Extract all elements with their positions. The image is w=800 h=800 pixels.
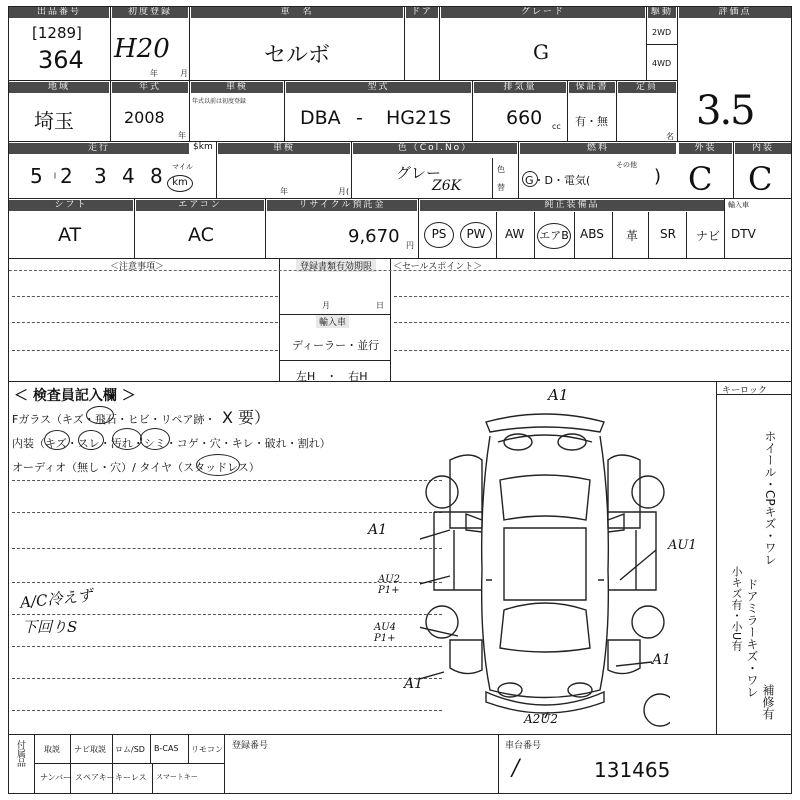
divider [9, 270, 791, 271]
model-year-nen: 年 [178, 131, 186, 140]
divider [9, 141, 791, 142]
hdr-region: 地域 [9, 82, 109, 93]
divider [404, 7, 405, 80]
inspector-line [12, 678, 442, 679]
interior-grade: C [748, 160, 773, 198]
mileage-digit: 3 [94, 164, 107, 188]
damage-mark-a1-left: A1 [368, 522, 388, 538]
divider [9, 198, 791, 199]
hdr-model-year: 年式 [112, 82, 188, 93]
divider [439, 7, 440, 80]
footer-item: スペアキー [75, 773, 115, 782]
damage-mark-au2: AU2 P1+ [378, 574, 401, 596]
footer-item: B-CAS [154, 744, 179, 753]
damage-mark-a1-rear-left: A1 [404, 676, 424, 692]
footer-item: リモコン [191, 745, 223, 754]
note-line [394, 350, 789, 351]
year-note: 年式以前は初度登録 [192, 98, 247, 105]
inspector-line [12, 512, 442, 513]
note-line [394, 322, 789, 323]
note-line [12, 322, 278, 323]
import-header: 輸入車 [316, 315, 349, 328]
equipment-pw: PW [460, 222, 492, 248]
divider [110, 7, 111, 80]
deadline-header: 登録書類有効期限 [296, 259, 376, 272]
inspector-line [12, 646, 442, 647]
divider [390, 258, 391, 381]
hdr-equipment: 純正装備品 [420, 200, 724, 211]
mark-circle [78, 430, 104, 450]
hdr-capacity: 定員 [618, 82, 676, 93]
handwritten-note-1: A/C冷えず [19, 586, 94, 612]
hdr-recycle: リサイクル預託金 [267, 200, 417, 211]
divider [418, 198, 419, 258]
divider [518, 141, 519, 198]
hdr-grade: グレード [441, 7, 645, 18]
mileage-mile-label: マイル [172, 163, 193, 171]
chassis-no-value: 131465 [594, 758, 671, 782]
inspector-line [12, 710, 442, 711]
deadline-hi: 日 [376, 301, 384, 310]
hdr-model-code: 型式 [286, 82, 471, 93]
recycle-value: 9,670 [348, 226, 400, 247]
mark-circle [112, 428, 142, 450]
drive-2wd: 2WD [652, 28, 672, 37]
hdr-mileage: 走行 [9, 143, 189, 154]
chassis-no-label: 車台番号 [505, 741, 542, 751]
divider [534, 212, 535, 258]
divider [9, 734, 791, 735]
divider [70, 734, 71, 793]
equipment-dtv: DTV [731, 227, 756, 241]
mark-circle [196, 454, 240, 476]
damage-mark-au1: AU1 [668, 538, 697, 553]
divider [150, 734, 151, 763]
hdr-vehicle-inspection: 車検 [218, 143, 350, 154]
import-values: ディーラー・並行 [292, 339, 380, 352]
side-note-col3: 小キズ有・小U有 [730, 566, 743, 652]
hdr-rating: 評価点 [679, 7, 791, 18]
model-code-value: HG21S [386, 107, 452, 129]
drive-4wd: 4WD [652, 59, 672, 68]
hdr-shift: シフト [9, 200, 133, 211]
divider [189, 7, 190, 80]
glass-mark: X 要） [222, 408, 271, 427]
mileage-digit: 4 [122, 164, 135, 188]
mark-circle [140, 428, 170, 450]
handwritten-note-2: 下回りS [22, 618, 78, 636]
mark-circle [86, 406, 114, 424]
note-line [12, 350, 278, 351]
lot-code: [1289] [32, 24, 82, 42]
divider [110, 80, 111, 142]
divider [648, 212, 649, 258]
hdr-doors: ドア [406, 7, 438, 18]
hdr-interior: 内装 [735, 143, 791, 154]
mileage-digit: 2 [60, 164, 73, 188]
shift-value: AT [58, 224, 82, 246]
divider [472, 80, 473, 142]
divider [284, 80, 285, 142]
hdr-warranty: 保証書 [569, 82, 615, 93]
divider [496, 212, 497, 258]
footer-item: キーレス [115, 773, 147, 782]
divider [733, 141, 734, 198]
first-reg-tsuki: 月 [180, 69, 188, 78]
mark-circle [44, 430, 70, 450]
inspector-line [12, 480, 442, 481]
fuel-options: G・D・電気( [525, 174, 591, 187]
divider [646, 44, 677, 45]
hdr-lot-no: 出品番号 [9, 7, 109, 18]
divider [616, 80, 617, 142]
reg-no-label: 登録番号 [232, 741, 269, 751]
damage-mark-a2u2: A2U2 [524, 712, 559, 726]
model-year-value: 2008 [124, 108, 165, 127]
region-value: 埼玉 [34, 109, 74, 133]
footer-item: ナビ取説 [74, 745, 106, 754]
recycle-unit: 円 [406, 241, 414, 250]
hdr-car-name: 車 名 [191, 7, 403, 18]
color-name: グレー [396, 164, 442, 182]
divider [716, 381, 717, 734]
inspector-line [12, 614, 442, 615]
hdr-aircon: エアコン [136, 200, 264, 211]
audio-note: オーディオ（無し・穴）/ タイヤ（スタッドレス） [12, 461, 260, 474]
note-line [12, 296, 278, 297]
footer-item: 取説 [44, 745, 60, 754]
side-note-col4: 補修有 [761, 684, 775, 720]
import-label: 輸入車 [728, 201, 749, 209]
equipment-leather: 革 [626, 229, 639, 243]
first-reg-era: H20 [114, 34, 170, 64]
notes-header: ＜注意事項＞ [110, 262, 165, 272]
aircon-value: AC [188, 224, 214, 246]
divider [677, 7, 678, 141]
model-prefix: DBA [300, 107, 341, 129]
divider [112, 734, 113, 793]
divider [716, 394, 791, 395]
glass-note: Fガラス（キズ・飛石・ヒビ・リペア跡・ [12, 413, 216, 426]
side-note-col2: ドアミラーキズ・ワレ [745, 578, 759, 698]
displacement-unit: cc [552, 122, 561, 131]
car-name-value: セルボ [264, 43, 331, 68]
divider [265, 198, 266, 258]
warranty-value: 有・無 [575, 115, 608, 128]
equipment-aw: AW [505, 227, 525, 241]
keylock-label: キーロック [722, 386, 767, 396]
footer-item: スマートキー [156, 773, 198, 781]
divider [34, 763, 224, 764]
damage-mark-a1-rear-right: A1 [652, 652, 672, 668]
displacement-value: 660 [506, 107, 543, 129]
divider [498, 734, 499, 793]
divider [279, 360, 390, 361]
footer-item: ロム/SD [115, 745, 145, 754]
rating-value: 3.5 [696, 88, 754, 134]
color-sub-label: 色 [497, 165, 505, 174]
divider [724, 198, 725, 258]
chassis-slash: / [512, 756, 520, 781]
divider [686, 212, 687, 258]
capacity-mei: 名 [666, 132, 674, 141]
deadline-tsuki: 月 [322, 301, 330, 310]
hdr-inspection: 車検 [191, 82, 283, 93]
footer-item: ナンバー [40, 773, 72, 782]
divider [224, 734, 225, 793]
mileage-digit: 5 [30, 164, 43, 188]
mileage-km-circled: km [167, 175, 193, 192]
color-sub-label-2: 替 [497, 183, 505, 192]
model-dash: - [356, 107, 363, 129]
divider [612, 212, 613, 258]
sales-point-header: ＜セールスポイント＞ [393, 262, 483, 272]
damage-mark-au4: AU4 P1+ [374, 622, 397, 644]
hdr-fuel: 燃料 [520, 143, 676, 154]
divider [279, 258, 280, 381]
car-diagram [420, 400, 670, 730]
divider [134, 198, 135, 258]
side-note-col1: ホイール・CPキズ・ワレ [763, 430, 777, 566]
steering-values: 左H ・ 右H [296, 370, 368, 383]
divider [189, 80, 190, 142]
digit-sep [55, 173, 56, 179]
divider [492, 158, 493, 198]
hdr-drive: 駆動 [648, 7, 676, 18]
footer-side-label: 付属品 [15, 740, 25, 767]
divider [351, 141, 352, 198]
equipment-sr: SR [660, 227, 676, 241]
hdr-first-reg: 初度登録 [112, 7, 188, 18]
equipment-ps: PS [424, 222, 454, 248]
hdr-displacement: 排気量 [474, 82, 566, 93]
note-line [394, 296, 789, 297]
color-code: Z6K [432, 178, 462, 194]
hdr-color: 色（Col.No） [353, 143, 517, 154]
inspection-nen: 年 [280, 187, 288, 196]
mileage-digit: 8 [150, 164, 163, 188]
interior-note: 内装（キズ・スレ・汚れ・シミ・コゲ・穴・キレ・破れ・割れ） [12, 437, 331, 450]
divider [188, 734, 189, 763]
damage-mark-a1-top: A1 [548, 386, 569, 404]
grade-value: G [533, 40, 549, 64]
inspector-header: ＜ 検査員記入欄 ＞ [14, 388, 136, 404]
divider [152, 763, 153, 793]
equipment-airbag: エアB [537, 223, 571, 249]
divider [9, 381, 791, 382]
inspection-tsuki: 月( [338, 187, 350, 196]
exterior-grade: C [688, 160, 713, 198]
divider [216, 141, 217, 198]
equipment-navi: ナビ [696, 229, 721, 243]
km-mark: $km [193, 142, 213, 152]
lot-number: 364 [38, 46, 84, 74]
fuel-close: ) [654, 166, 662, 187]
first-reg-nen: 年 [150, 69, 158, 78]
divider [567, 80, 568, 142]
equipment-abs: ABS [580, 227, 604, 241]
hdr-exterior: 外装 [679, 143, 732, 154]
divider [574, 212, 575, 258]
inspector-line [12, 548, 442, 549]
fuel-other: その他 [616, 161, 637, 169]
